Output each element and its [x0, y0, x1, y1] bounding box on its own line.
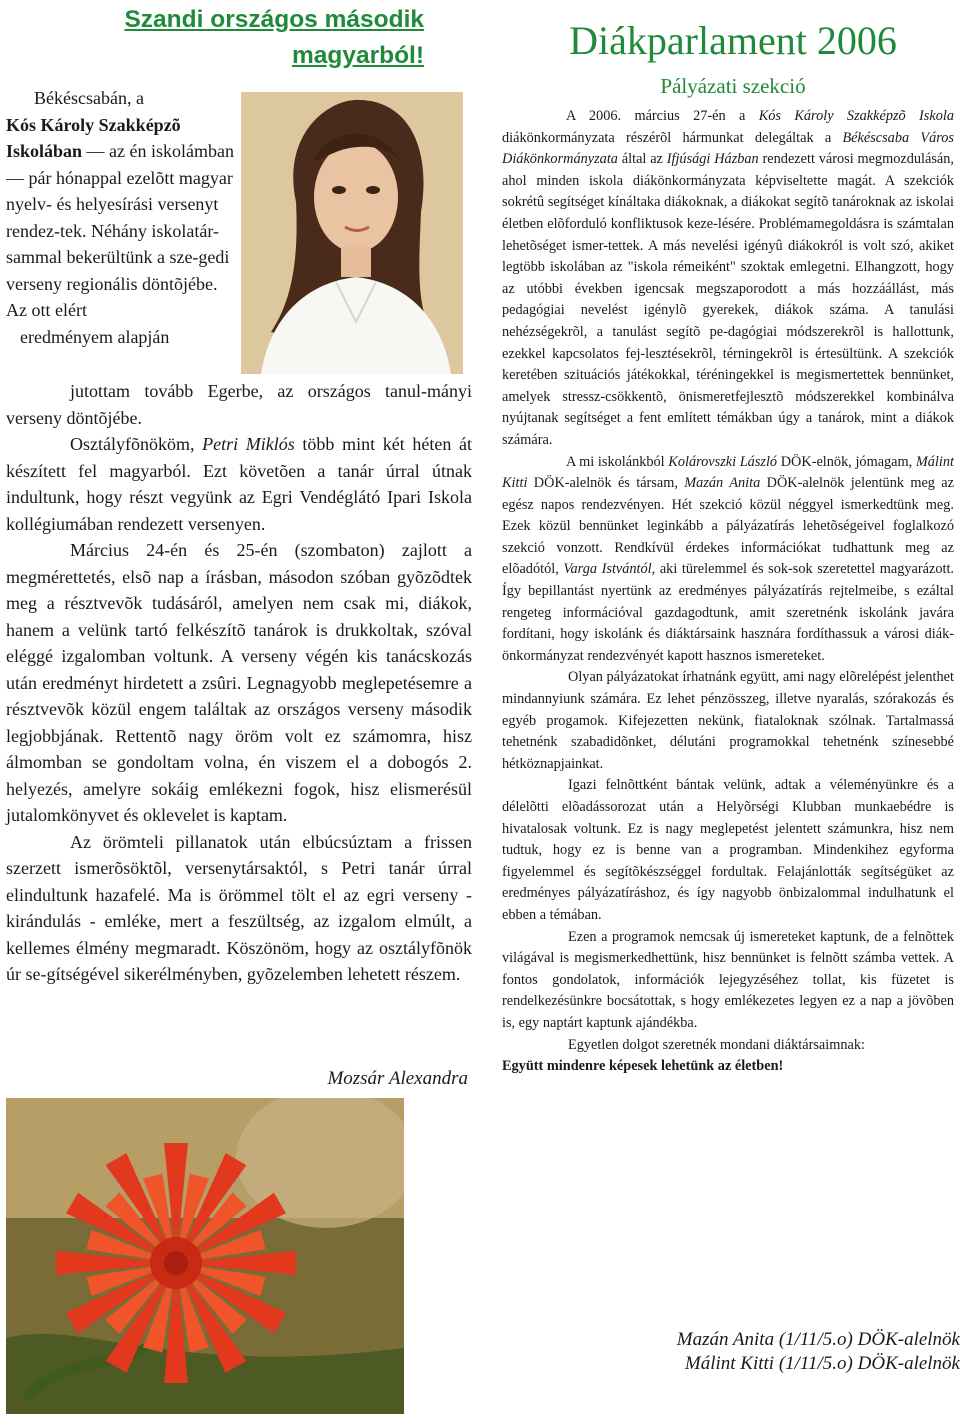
right-article-title: Diákparlament 2006 [569, 18, 897, 63]
right-paragraph [502, 106, 954, 452]
left-intro [6, 85, 238, 350]
teacher-name: Petri Miklós [202, 434, 295, 454]
left-paragraph [6, 431, 472, 537]
person-name: Varga Istvántól [563, 561, 652, 578]
intro-school: Kós Károly Szakképzõ Iskolában [6, 114, 181, 161]
left-paragraph: Az örömteli pillanatok után elbúcsúztam a frissen szerzett ismerõsöktõl, versenytársaktól, s Petri tanár úrral elindultunk hazafelé. Ma is örömmel tölt el az egri verseny - kirándulás - emléke, mert a feszültség, az izgalom elmúlt, a kellemes élmény megmaradt. Köszönöm, hogy az osztályfõnök úr se-gítségével sikerélményben, gyõzelemben lehetett részem. [6, 831, 472, 984]
signature-line: Málint Kitti (1/11/5.o) DÖK-alelnök [684, 1353, 960, 1374]
left-article-body [6, 378, 472, 988]
right-article-body [502, 106, 954, 1078]
portrait-photo [241, 92, 463, 374]
text-span: rendezett városi megmozdulásán, ahol minden iskola diákönkormányzata képviseltette magát. A szekciók sokrétû segítséget kínáltaka diákoknak, a diákokat segítõ tanároknak az iskolai életben elõforduló konfliktusok keze-lésére. Problémamegoldásra is számtalan lehetõséget ismer-tettek. A más nevelési igényû diákokról is volt szó, akiket legtöbb iskolában az "iskola rémeiként" szoktak emlegetni. Elhangzott, hogy az utóbbi években igencsak megszaporodott a más hozzáállást, más pedagógiai nevelést igénylõ gyerekek, diákok száma. A tanulási nehézségekrõl, a tanulást segítõ pe-dagógiai módszerekrõl is hallottunk, ezekkel kapcsolatos fej-lesztésekrõl, térningekrõl is értesültünk. A szekciók keretében szituációs játékokkal, téréningekkel is megismertettek bennünket, amelyek stressz-csökkentõ, önismeretfejlesztõ módszerekkel kombinálva nyújtanak segítséget a fent említett témákban úgy a tanárok, mint a diákok számára. [502, 151, 954, 448]
right-article-subtitle: Pályázati szekció [660, 74, 806, 98]
intro-line1: Békéscsabán, a [34, 88, 144, 108]
flower-illustration [6, 1098, 404, 1414]
closing-statement: Együtt mindenre képesek lehetünk az életben! [502, 1058, 784, 1075]
text-span: Osztályfõnököm, [70, 434, 203, 454]
text-span: diákönkormányzata részérõl hármunkat delegáltak a [502, 129, 843, 146]
left-signature: Mozsár Alexandra [327, 1068, 468, 1089]
intro-rest: — az én iskolámban — pár hónappal ezelõtt magyar nyelv- és helyesírási versenyt rendez-tek. Néhány iskolatár-sammal bekerültünk a sze-gedi verseny regionális döntõjébe. Az ott elért [6, 141, 235, 320]
text-span: A mi iskolánkból [566, 453, 669, 470]
venue-name: Ifjúsági Házban [666, 151, 759, 168]
signature-line: Mazán Anita (1/11/5.o) DÖK-alelnök [676, 1329, 960, 1350]
right-paragraph: Ezen a programok nemcsak új ismereteket kaptunk, de a felnõttek világával is megismerkedhettünk, hisz bennünket is felnõtt számba vettek. A fontos gondolatok, információk lejegyzéséhez tollat, kis füzetet is rendelkezésünkre bocsátottak, s hogy emlékezetes legyen ez a nap a jövõben is, egy naptárt kaptunk ajándékba. [502, 928, 954, 1031]
intro-last: eredményem alapján [20, 326, 170, 347]
text-span: több mint két héten át készített fel magyarból. Ezt követõen a tanár úrral útnak indultunk, hogy részt vegyünk az Egri Vendéglátó Ipari Iskola kollégiumában rendezett versenyen. [6, 434, 473, 534]
school-name: Kós Károly Szakképzõ Iskola [758, 108, 954, 124]
left-paragraph: Március 24-én és 25-én (szombaton) zajlott a megmérettetés, elsõ nap a írásban, másodon szóban gyõzõdtek meg a résztvevõk tudásáról, amelyen nem csak mi, diákok, hanem a velünk tartó felkészítõ tanárok is drukkoltak, szóval eléggé izgalomban voltunk. A verseny végén kis tanácskozás után eredményt hirdetett a zsûri. Legnagyobb meglepetésemre a résztvevõk közül engem találtak az országos verseny második legjobbjának. Rettentõ nagy öröm volt ez számomra, hisz álmomban se gondoltam volna, én viszem el a dobogós 2. helyezés, amelyre sokáig emlékezni fogok, hisz elismerésül jutalomkönyvet és oklevelet is kaptam. [6, 540, 472, 825]
organization-name: Békéscsaba Város Diákönkormányzata [502, 129, 954, 168]
right-paragraph: Olyan pályázatokat írhatnánk együtt, ami nagy elõrelépést jelenthet mindannyiunk számára. Ez lehet pénzösszeg, illetve nyaralás, szórakozás és egyéb progamok. Kifejezetten nekünk, fiataloknak szólnak. Tartalmassá tehetnénk szabadidõnket, délutáni programokkal tehetnénk színesebbé hétköznapjainkat. [502, 669, 954, 772]
right-paragraph: Egyetlen dolgot szeretnék mondani diáktársaimnak: [568, 1036, 865, 1053]
text-span: A 2006. március 27-én a [566, 108, 759, 124]
left-paragraph: jutottam tovább Egerbe, az országos tanul-mányi verseny döntõjébe. [6, 381, 472, 428]
right-paragraph: Igazi felnõttként bántak velünk, adtak a véleményünkre és a délelõtti elõadássorozat után a Helyõrségi Klubban munkaebédre is hivatalosak voltunk. Ez is nagy meglepetést jelentett számunkra, hisz nem tudtuk, hogy ez is benne van a programban. Mindenkihez egyforma figyelemmel és segítõkészséggel fordultak. Felajánlották segítségüket az eredményes pályázatíráshoz, és így nagyobb önbizalommal indulhatunk el ebben a témában. [502, 777, 954, 923]
left-article-title: Szandi országos második magyarból! [124, 6, 424, 69]
flower-photo [6, 1098, 404, 1414]
text-span: DÖK-alelnök jelentünk meg az egész napos rendezvényen. Hét szekció közül néggyel ismerkedtünk meg. Ezek közül bennünket leginkább a pályázatírás lehetõségeivel foglalkozó szekció vonzott. Rendkívül érdekes információkat tudhattunk meg az elõadótól, [502, 475, 954, 578]
person-name: Málint Kitti [502, 453, 954, 492]
portrait-illustration [241, 92, 463, 374]
text-span: , aki türelemmel és sok-sok szeretettel magyarázott. Így bepillantást nyertünk az eredményes pályázatírás rejtelmeibe, s ezáltal rengeteg információval gazdagodtunk, amit szeretnénk iskolánk javára fordítani, hogy iskolánk és diáktársaink hasznára fordíthassuk a városi diák-önkormányzat rendezvényét kapott hasznos ismereteket. [502, 561, 954, 664]
right-signature [677, 1328, 960, 1376]
text-span: DÖK-alelnök és társam, [527, 475, 685, 492]
person-name: Kolárovszki László [668, 453, 778, 470]
text-span: által az [617, 151, 667, 168]
text-span: DÖK-elnök, jómagam, [777, 453, 916, 470]
right-paragraph [502, 452, 954, 668]
person-name: Mazán Anita [684, 475, 761, 492]
